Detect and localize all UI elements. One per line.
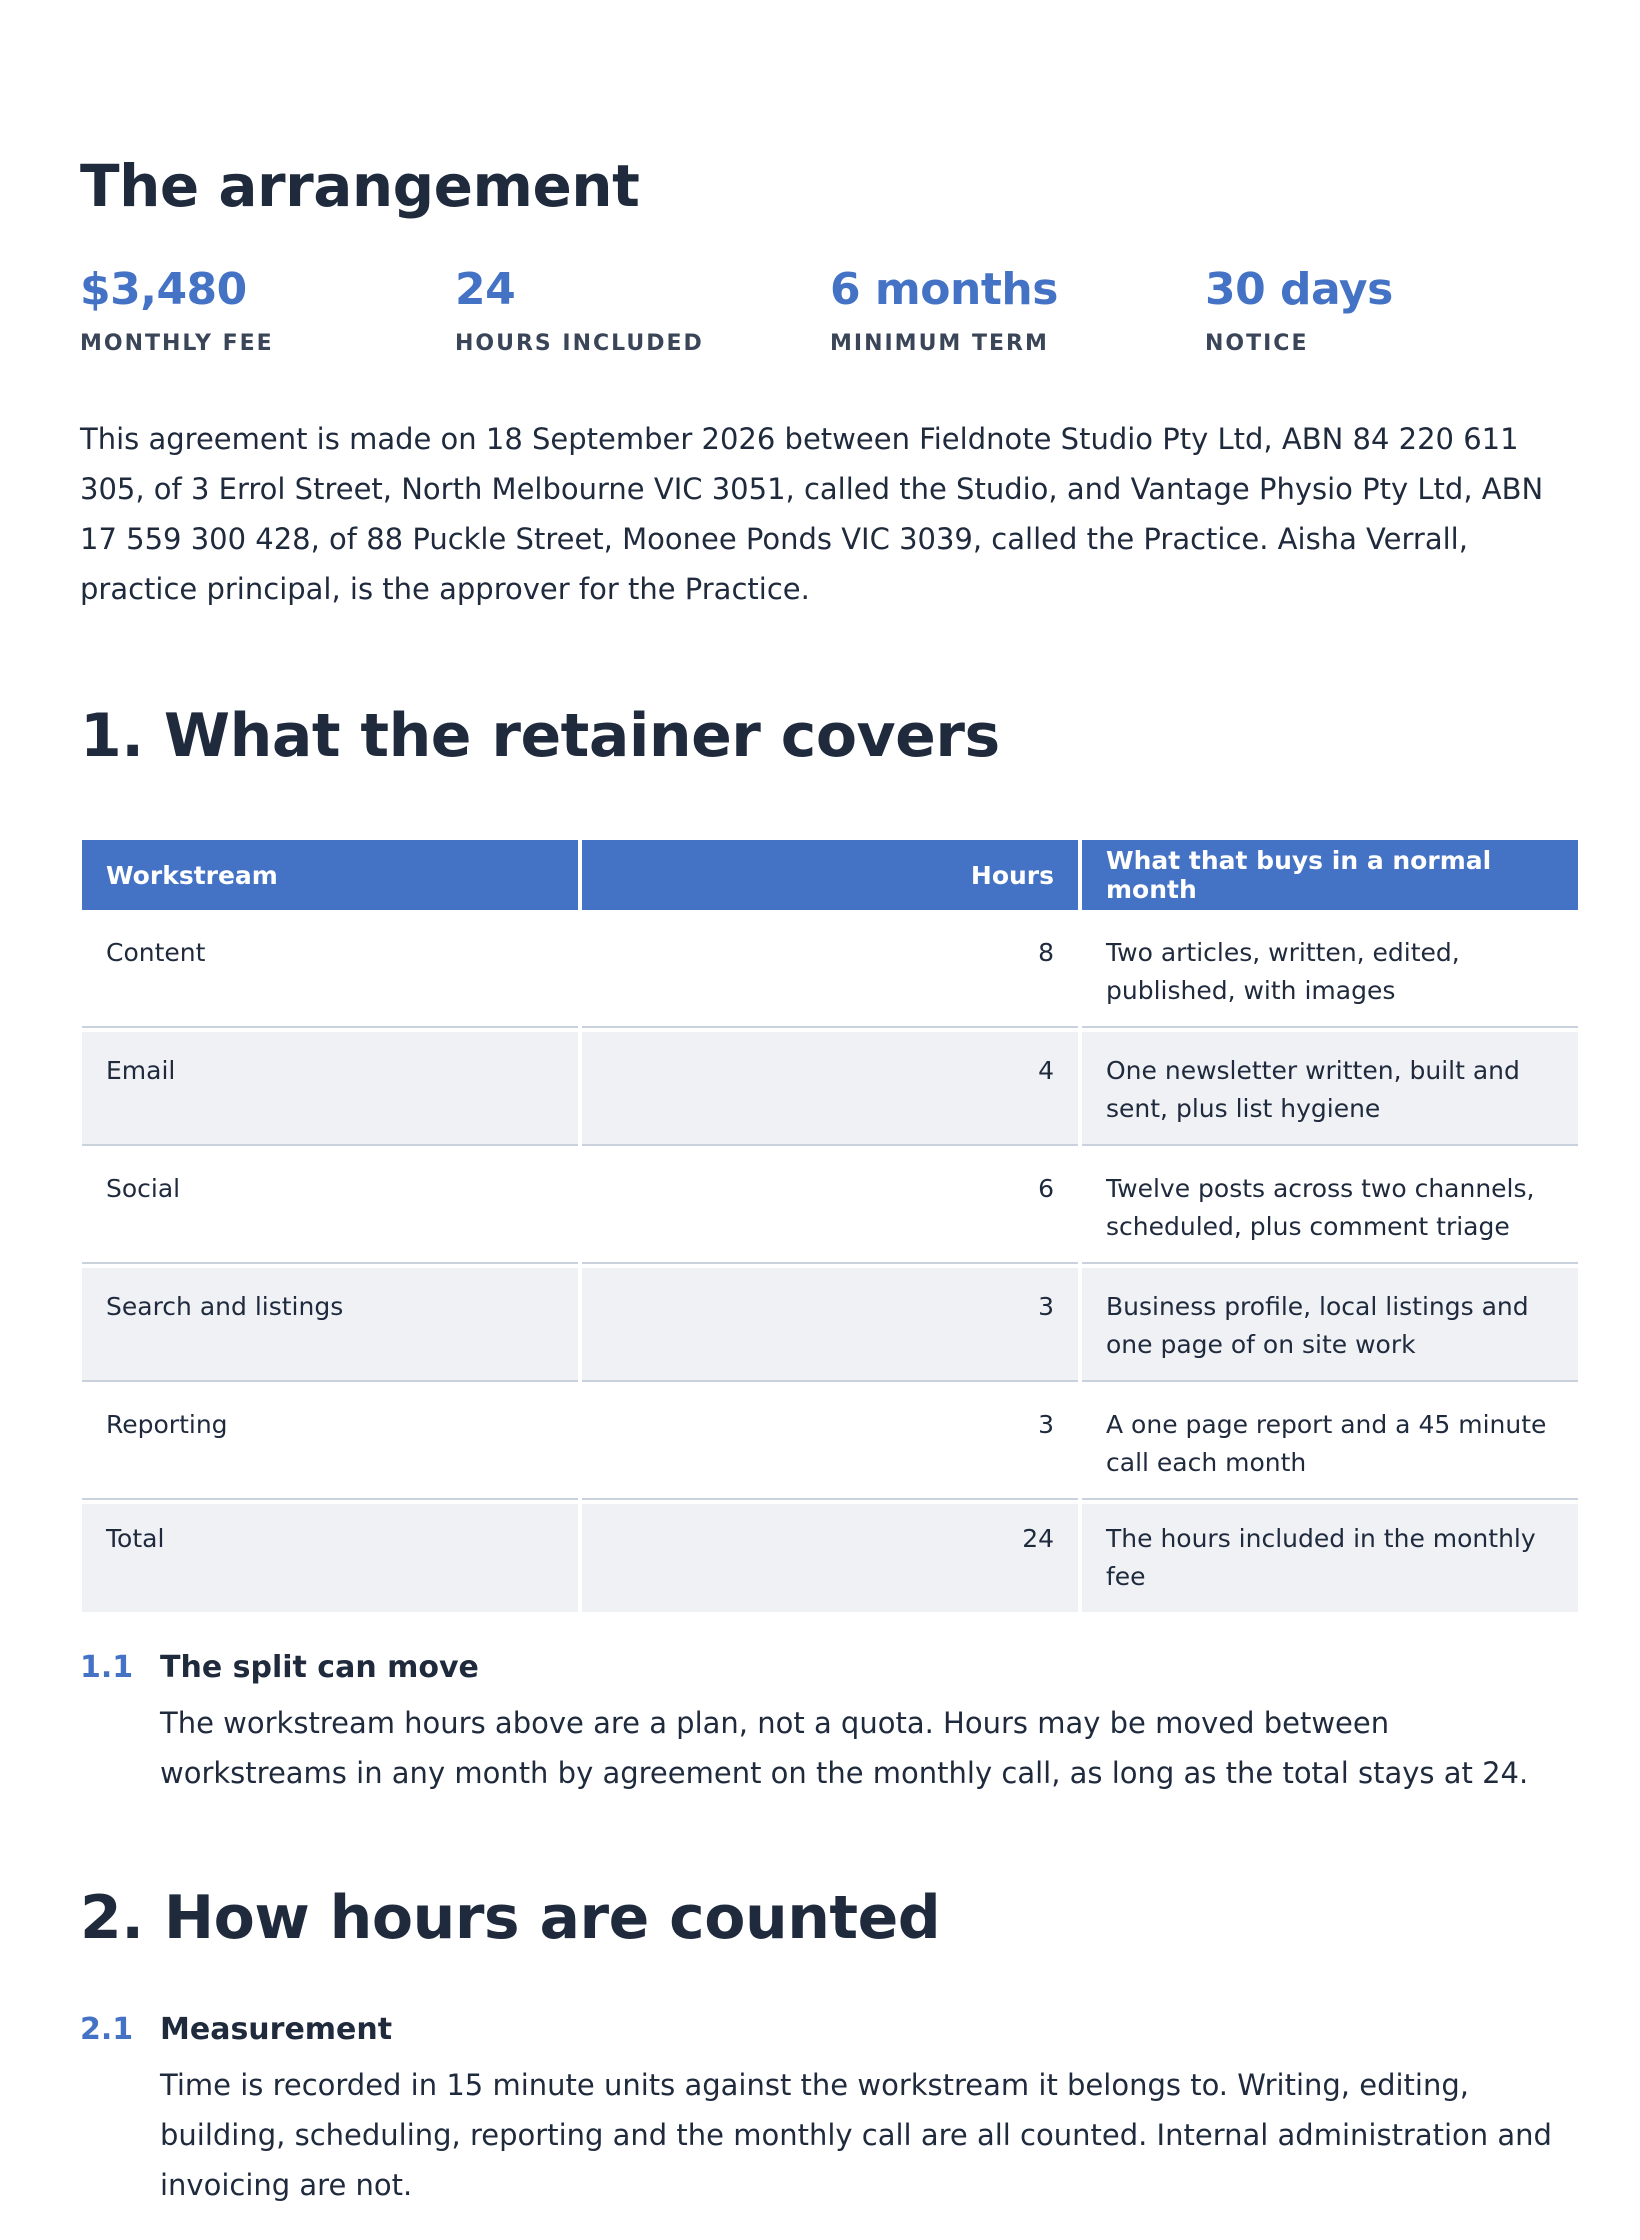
section-heading-1: 1. What the retainer covers bbox=[80, 701, 1000, 771]
stat-notice bbox=[1205, 262, 1580, 358]
table-header-row bbox=[82, 840, 1578, 910]
stat-label: HOURS INCLUDED bbox=[455, 331, 704, 356]
stat-monthly-fee bbox=[80, 262, 455, 358]
table-total-row bbox=[82, 1504, 1578, 1612]
table-row bbox=[82, 1268, 1578, 1382]
cell-hours: 8 bbox=[582, 914, 1078, 1028]
cell-workstream: Total bbox=[82, 1504, 578, 1612]
cell-description: Two articles, written, edited, published, with images bbox=[1082, 914, 1578, 1028]
stat-label: MINIMUM TERM bbox=[830, 331, 1049, 356]
cell-workstream: Social bbox=[82, 1150, 578, 1264]
cell-hours: 3 bbox=[582, 1268, 1078, 1382]
stat-value: 24 bbox=[455, 264, 516, 315]
cell-description: A one page report and a 45 minute call each month bbox=[1082, 1386, 1578, 1500]
table-row bbox=[82, 1150, 1578, 1264]
clause-1-1 bbox=[80, 1646, 1580, 1798]
clause-heading: Measurement bbox=[160, 2012, 393, 2047]
cell-hours: 24 bbox=[582, 1504, 1078, 1612]
stat-value: 6 months bbox=[830, 264, 1058, 315]
stat-value: $3,480 bbox=[80, 264, 247, 315]
cell-description: Twelve posts across two channels, scheduled, plus comment triage bbox=[1082, 1150, 1578, 1264]
clause-body bbox=[160, 1646, 1580, 1798]
clause-number: 2.1 bbox=[80, 2012, 134, 2047]
cell-hours: 3 bbox=[582, 1386, 1078, 1500]
key-terms bbox=[80, 262, 1580, 358]
cell-workstream: Email bbox=[82, 1032, 578, 1146]
column-header-description: What that buys in a normal month bbox=[1082, 840, 1578, 910]
cell-description: Business profile, local listings and one page of on site work bbox=[1082, 1268, 1578, 1382]
cell-hours: 4 bbox=[582, 1032, 1078, 1146]
cell-description: One newsletter written, built and sent, plus list hygiene bbox=[1082, 1032, 1578, 1146]
workstream-table bbox=[78, 836, 1582, 1616]
cell-workstream: Content bbox=[82, 914, 578, 1028]
clause-body bbox=[160, 2008, 1580, 2210]
table-row bbox=[82, 1386, 1578, 1500]
clause-number: 1.1 bbox=[80, 1650, 134, 1685]
cell-workstream: Reporting bbox=[82, 1386, 578, 1500]
page-title: The arrangement bbox=[80, 152, 640, 220]
column-header-workstream: Workstream bbox=[82, 840, 578, 910]
intro-paragraph: This agreement is made on 18 September 2026 between Fieldnote Studio Pty Ltd, ABN 84 220 611 305, of 3 Errol Street, North Melbourne VIC 3051, called the Studio, and Vantage Physio Pty Ltd, ABN 17 559 300 428, of 88 Puckle Street, Moonee Ponds VIC 3039, called the Practice. Aisha Verrall, practice principal, is the approver for the Practice. bbox=[80, 422, 1544, 606]
clause-2-1 bbox=[80, 2008, 1580, 2210]
stat-label: MONTHLY FEE bbox=[80, 331, 274, 356]
clause-text: The workstream hours above are a plan, not a quota. Hours may be moved between workstreams in any month by agreement on the monthly call, as long as the total stays at 24. bbox=[160, 1706, 1529, 1790]
stat-label: NOTICE bbox=[1205, 331, 1309, 356]
table-row bbox=[82, 1032, 1578, 1146]
stat-value: 30 days bbox=[1205, 264, 1393, 315]
section-heading-2: 2. How hours are counted bbox=[80, 1883, 941, 1953]
clause-text: Time is recorded in 15 minute units against the workstream it belongs to. Writing, editing, building, scheduling, reporting and the monthly call are all counted. Internal administration and invoicing are not. bbox=[160, 2068, 1552, 2202]
cell-description: The hours included in the monthly fee bbox=[1082, 1504, 1578, 1612]
cell-workstream: Search and listings bbox=[82, 1268, 578, 1382]
column-header-hours: Hours bbox=[582, 840, 1078, 910]
stat-minimum-term bbox=[830, 262, 1205, 358]
cell-hours: 6 bbox=[582, 1150, 1078, 1264]
clause-heading: The split can move bbox=[160, 1650, 479, 1685]
table-row bbox=[82, 914, 1578, 1028]
stat-hours-included bbox=[455, 262, 830, 358]
